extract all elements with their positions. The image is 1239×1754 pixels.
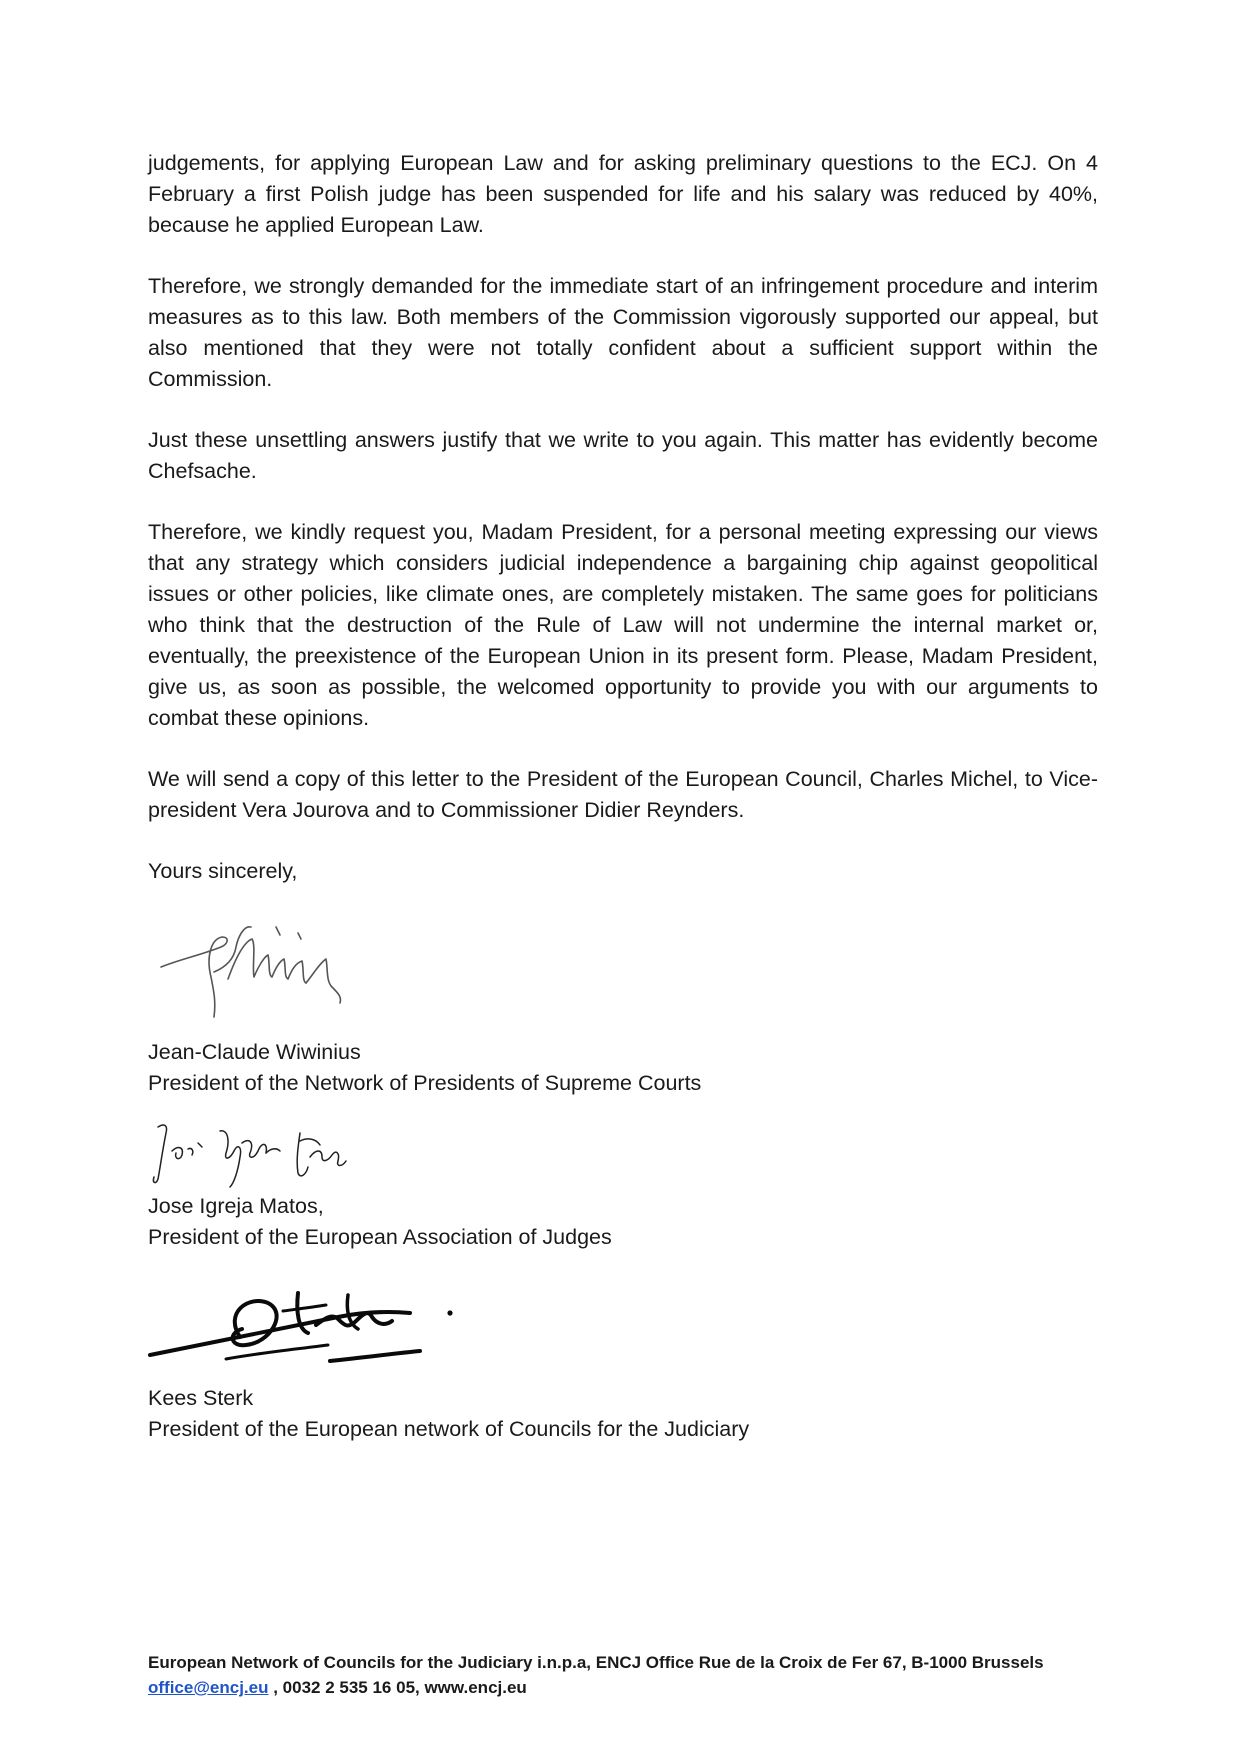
signer-3 bbox=[148, 1383, 1098, 1445]
signer-2-title: President of the European Association of Judges bbox=[148, 1225, 612, 1249]
paragraph-3: Just these unsettling answers justify that we write to you again. This matter has evidently become Chefsache. bbox=[148, 428, 1098, 483]
paragraph-4: Therefore, we kindly request you, Madam President, for a personal meeting expressing our views that any strategy which considers judicial independence a bargaining chip against geopolitical issues or other policies, like climate ones, are completely mistaken. The same goes for politicians who think that the destruction of the Rule of Law will not undermine the internal market or, eventually, the preexistence of the European Union in its present form. Please, Madam President, give us, as soon as possible, the welcomed opportunity to provide you with our arguments to combat these opinions. bbox=[148, 520, 1098, 730]
signer-1 bbox=[148, 1037, 1098, 1099]
signer-1-name: Jean-Claude Wiwinius bbox=[148, 1040, 361, 1064]
signer-2-name: Jose Igreja Matos, bbox=[148, 1194, 324, 1218]
footer bbox=[148, 1650, 1128, 1700]
paragraph-5: We will send a copy of this letter to the President of the European Council, Charles Michel, to Vice-president Vera Jourova and to Commissioner Didier Reynders. bbox=[148, 767, 1098, 822]
footer-email-link[interactable]: office@encj.eu bbox=[148, 1678, 269, 1697]
footer-address: European Network of Councils for the Judiciary i.n.p.a, ENCJ Office Rue de la Croix de Fer 67, B-1000 Brussels bbox=[148, 1653, 1044, 1672]
signer-2 bbox=[148, 1191, 1098, 1253]
paragraph-1: judgements, for applying European Law and for asking preliminary questions to the ECJ. On 4 February a first Polish judge has been suspended for life and his salary was reduced by 40%, because he applied European Law. bbox=[148, 151, 1098, 237]
footer-phone-web: , 0032 2 535 16 05, www.encj.eu bbox=[268, 1678, 527, 1697]
signer-1-title: President of the Network of Presidents of Supreme Courts bbox=[148, 1071, 702, 1095]
signature-3-image bbox=[148, 1273, 488, 1383]
signature-2-image bbox=[150, 1113, 380, 1191]
closing: Yours sincerely, bbox=[148, 859, 298, 883]
letter-body bbox=[148, 148, 1098, 1445]
footer-contact bbox=[148, 1675, 1128, 1700]
signer-3-name: Kees Sterk bbox=[148, 1386, 254, 1410]
signer-3-title: President of the European network of Councils for the Judiciary bbox=[148, 1417, 750, 1441]
signature-1-image bbox=[156, 897, 396, 1037]
paragraph-2: Therefore, we strongly demanded for the immediate start of an infringement procedure and interim measures as to this law. Both members of the Commission vigorously supported our appeal, but also mentioned that they were not totally confident about a sufficient support within the Commission. bbox=[148, 274, 1098, 391]
